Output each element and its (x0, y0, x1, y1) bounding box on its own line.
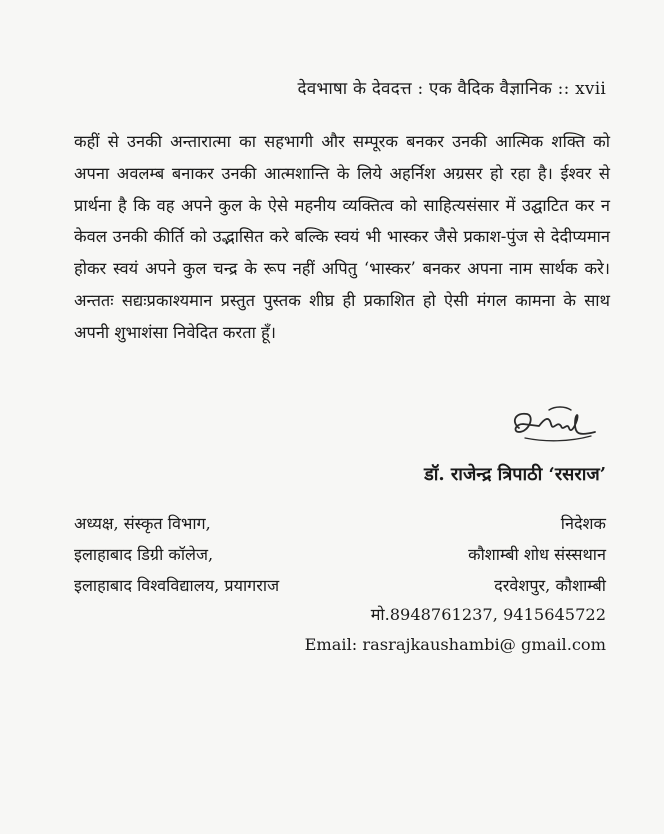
body-paragraph: कहीं से उनकी अन्तारात्मा का सहभागी और सम्पूरक बनकर उनकी आत्मिक शक्ति को अपना अवलम्ब बनाकर उनकी आत्मशान्ति के लिये अहर्निश अग्रसर हो रहा है। ईश्वर से प्रार्थना है कि वह अपने कुल के ऐसे महनीय व्यक्तित्व को साहित्यसंसार में उद्घाटित कर न केवल उनकी कीर्ति को उद्भासित करे बल्कि स्वयं भी भास्कर जैसे प्रकाश-पुंज से देदीप्यमान होकर स्वयं अपने कुल चन्द्र के रूप नहीं अपितु ‘भास्कर’ बनकर अपना नाम सार्थक करे। अन्ततः सद्यःप्रकाश्यमान प्रस्तुत पुस्तक शीघ्र ही प्रकाशित हो ऐसी मंगल कामना के साथ अपनी शुभाशंसा निवेदित करता हूँ। (74, 132, 610, 342)
signature-scribble (505, 402, 601, 448)
handwritten-signature (505, 402, 601, 452)
affiliation-left (74, 508, 279, 601)
affiliation-left-line: इलाहाबाद विश्वविद्यालय, प्रयागराज (74, 576, 280, 595)
author-name: डॉ. राजेन्द्र त्रिपाठी ‘रसराज’ (424, 464, 606, 485)
affiliation-right-line: निदेशक (560, 514, 606, 533)
contact-block (305, 600, 606, 660)
email-address: Email: rasrajkaushambi@ gmail.com (304, 635, 606, 654)
affiliation-left-line: अध्यक्ष, संस्कृत विभाग, (74, 514, 211, 533)
affiliation-left-line: इलाहाबाद डिग्री कॉलेज, (74, 545, 214, 564)
running-header: देवभाषा के देवदत्त : एक वैदिक वैज्ञानिक :: xvii (297, 79, 606, 99)
affiliation-right (468, 508, 606, 601)
phone-numbers: मो.8948761237, 9415645722 (370, 605, 606, 624)
affiliation-right-line: कौशाम्बी शोध संस्सथान (468, 545, 606, 564)
affiliation-right-line: दरवेशपुर, कौशाम्बी (494, 576, 606, 595)
